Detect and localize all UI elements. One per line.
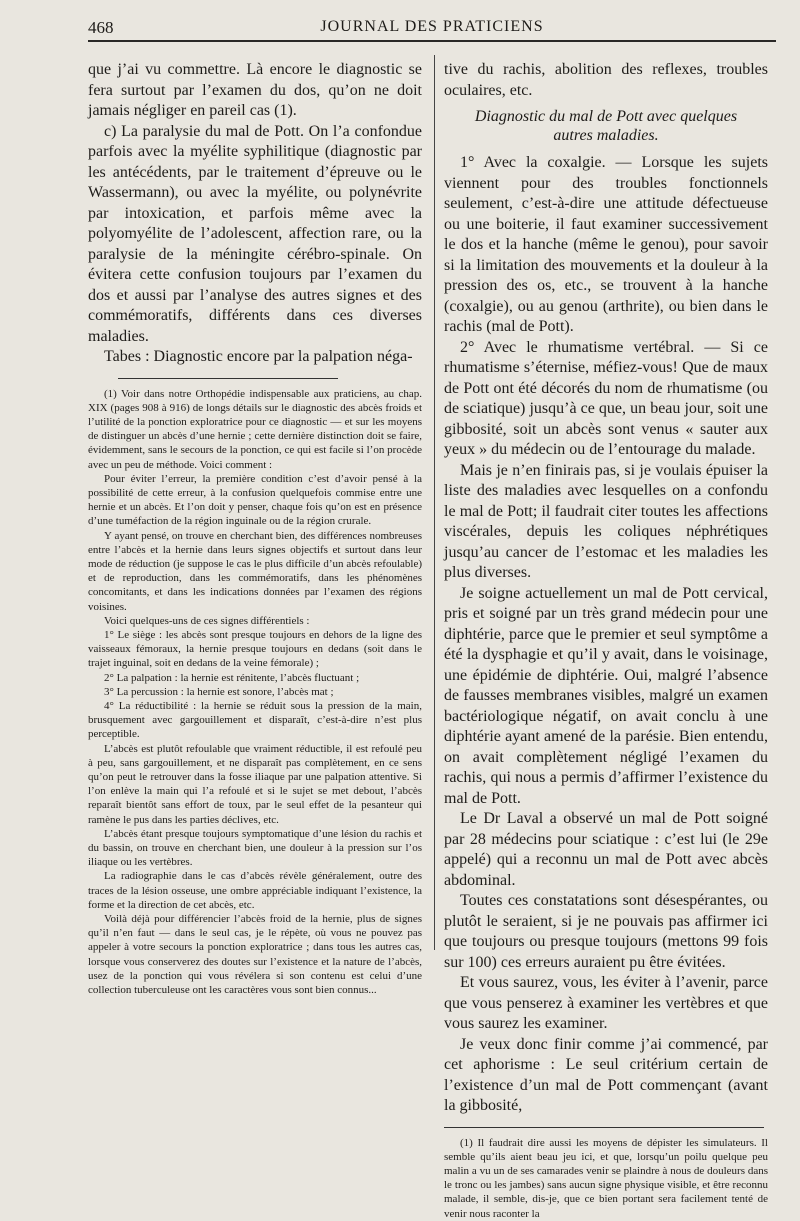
- footnote-para-5: L’abcès est plutôt refoulable que vraiment réductible, il est refoulé peu à peu, sans gargouillement, et ne disparaît pas complètement, en ce sens qu’on peut le retrouver dans la fosse iliaque par une palpation attentive. Si l’on enlève la main qui l’a refoulé et si le sujet se met debout, l’abcès reparaît bientôt sans effort de toux, par le seul effet de la pesanteur qui ramène le pus dans les parties déclives, etc.: [88, 742, 422, 826]
- right-paragraph-laval: Le Dr Laval a observé un mal de Pott soigné par 28 médecins pour sciatique : c’est lui (le 29e appelé) qui a reconnu un mal de Pott avec abcès abdominal.: [444, 810, 768, 889]
- footnote-item: 2° La palpation : la hernie est rénitente, l’abcès fluctuant ;: [104, 671, 360, 684]
- right-paragraph-avenir: Et vous saurez, vous, les éviter à l’avenir, parce que vous penserez à examiner les vertèbres et que vous saurez les examiner.: [444, 974, 768, 1032]
- left-footnote: [88, 387, 422, 998]
- footnote-para-1: (1) Voir dans notre Orthopédie indispensable aux praticiens, au chap. XIX (pages 908 à 916) de longs détails sur le diagnostic des abcès froids et l’utilité de la ponction exploratrice pour ce diagnostic — et sur les moyens de distinguer un abcès d’une hernie ; cette dernière distinction doit se faire, évidemment, sans le secours de la ponction, ce qui est facile si l’on procède avec un peu de méthode. Voici comment :: [88, 387, 422, 471]
- footnote-para-2: Pour éviter l’erreur, la première condition c’est d’avoir pensé à la possibilité de cette erreur, à la confusion quelquefois commise entre une hernie et un abcès. Et l’on doit y penser, chaque fois qu’on est en présence d’une tuméfaction de la région inguinale ou de la région crurale.: [88, 472, 422, 528]
- page-number: 468: [88, 18, 114, 37]
- footnote-item: 1° Le siège : les abcès sont presque toujours en dehors de la ligne des vaisseaux fémoraux, la hernie presque toujours en dedans (soit dans le trajet inguinal, soit en dedans de la veine fémorale) ;: [88, 628, 422, 670]
- footnote-para-7: La radiographie dans le cas d’abcès révèle généralement, outre des traces de la lésion osseuse, une ombre appréciable indiquant l’existence, la forme et la direction de cet abcès, etc.: [88, 870, 422, 911]
- right-paragraph-coxalgie: 1° Avec la coxalgie. — Lorsque les sujets viennent pour des troubles fonctionnels seulement, c’est-à-dire une attitude défectueuse ou une boiterie, il faut examiner successivement le dos et la hanche (même le genou), pour savoir si la limitation des mouvements et la douleur à la pression des os, etc., se trouvent à la hanche (coxalgie), ou au genou (arthrite), ou bien dans le rachis (mal de Pott).: [444, 154, 768, 335]
- right-paragraph-aphorisme: Je veux donc finir comme j’ai commencé, par cet aphorisme : Le seul critérium certain de l’existence d’un mal de Pott commençant (avant la gibbosité,: [444, 1035, 768, 1114]
- footnote-para-4: Voici quelques-uns de ces signes différentiels :: [104, 614, 310, 627]
- running-title: JOURNAL DES PRATICIENS: [320, 18, 544, 35]
- right-paragraph-constatations: Toutes ces constatations sont désespérantes, ou plutôt le seraient, si je ne pouvais pas affirmer ici que toujours ou presque toujours (mettons 99 fois sur 100) ces erreurs auraient pu être évitées.: [444, 892, 768, 971]
- footnote-para-3: Y ayant pensé, on trouve en cherchant bien, des différences nombreuses entre l’abcès et la hernie dans leurs signes objectifs et surtout dans leur mode de réduction (je suppose le cas le plus difficile d’un abcès refoulable) et de reproduction, dans les commémoratifs, dans les phénomènes concomitants, et dans les indications données par l’examen des régions voisines.: [88, 529, 422, 613]
- left-paragraph-paralysie: c) La paralysie du mal de Pott. On l’a confondue parfois avec la myélite syphilitique (diagnostic par les antécédents, par le traitement d’épreuve ou le Wassermann), ou avec la myélite, ou polynévrite par intoxication, et parfois même avec la polyomyélite de l’adolescent, affection rare, ou la paralysie de la méningite cérébro-spinale. On évitera cette confusion toujours par l’examen du dos et aussi par l’analyse des autres signes et des commémoratifs, différents dans ces diverses maladies.: [88, 122, 422, 345]
- section-heading: Diagnostic du mal de Pott avec quelques autres maladies.: [474, 108, 738, 144]
- page-header: [88, 12, 776, 42]
- left-paragraph-tabes: Tabes : Diagnostic encore par la palpation néga-: [104, 348, 413, 365]
- footnote-item: 3° La percussion : la hernie est sonore, l’abcès mat ;: [104, 685, 334, 698]
- footnote-para-8: Voilà déjà pour différencier l’abcès froid de la hernie, plus de signes qu’il n’en faut — dans le seul cas, je le répète, où vous ne pouvez pas appeler à votre secours la ponction exploratrice ; dans tous les autres cas, lorsque vous conserverez des doutes sur l’existence et la nature de l’abcès, usez de la ponction qui vous révélera si son contenu est celui d’une collection tuberculeuse ont les caractères vous sont bien connus...: [88, 913, 422, 997]
- footnote-item: 4° La réductibilité : la hernie se réduit sous la pression de la main, brusquement avec gargouillement et disparaît, c’est-à-dire n’est plus perceptible.: [88, 699, 422, 741]
- right-footnote: (1) Il faudrait dire aussi les moyens de dépister les simulateurs. Il semble qu’ils aient beau jeu ici, et que, lorsqu’un poilu quelque peu malin a vu un de ses camarades venir se plaindre à nous de douleurs dans le tronc ou les jambes) sans aucun signe physique visible, et être reconnu malade, il semble, dis-je, que ce bien portant sera facilement tenté de venir nous raconter la: [444, 1136, 768, 1220]
- right-paragraph-rhumatisme: 2° Avec le rhumatisme vertébral. — Si ce rhumatisme s’éternise, méfiez-vous! Que de maux de Pott ont été décorés du nom de rhumatisme (ou de sciatique) jusqu’à ce que, un beau jour, soit une gibbosité, soit un abcès sont venus « sauter aux yeux » du médecin ou de l’entourage du malade.: [444, 338, 768, 458]
- right-paragraph-1: tive du rachis, abolition des reflexes, troubles oculaires, etc.: [444, 61, 768, 99]
- footnote-divider: [118, 378, 338, 379]
- left-paragraph-1: que j’ai vu commettre. Là encore le diagnostic se fera surtout par l’examen du dos, qu’on ne doit jamais négliger en pareil cas (1).: [88, 61, 422, 119]
- column-divider: [434, 55, 435, 950]
- footnote-divider: [444, 1127, 764, 1128]
- right-paragraph-liste: Mais je n’en finirais pas, si je voulais épuiser la liste des maladies avec lesquelles on a confondu le mal de Pott; il faudrait citer toutes les affections viscérales, depuis les coliques néphrétiques jusqu’au cancer de l’estomac et les maladies les plus diverses.: [444, 461, 768, 581]
- footnote-para-6: L’abcès étant presque toujours symptomatique d’une lésion du rachis et du bassin, on trouve en cherchant bien, une douleur à la pression sur l’os iliaque ou les vertèbres.: [88, 827, 422, 869]
- left-column: [88, 60, 422, 997]
- right-paragraph-diphterie: Je soigne actuellement un mal de Pott cervical, pris et soigné par un très grand médecin pour une diphtérie, parce que le premier et seul symptôme a été la dysphagie et qu’il y avait, dans le voisinage, une épidémie de diphtérie. Oui, malgré l’absence de fausses membranes visibles, malgré un examen bactériologique négatif, on avait conclu à une diphtérie ayant amené de la parésie. Bien entendu, on avait complètement négligé l’examen du rachis, qui nous a permis d’affirmer l’existence du mal de Pott.: [444, 584, 768, 807]
- right-column: [444, 60, 768, 1221]
